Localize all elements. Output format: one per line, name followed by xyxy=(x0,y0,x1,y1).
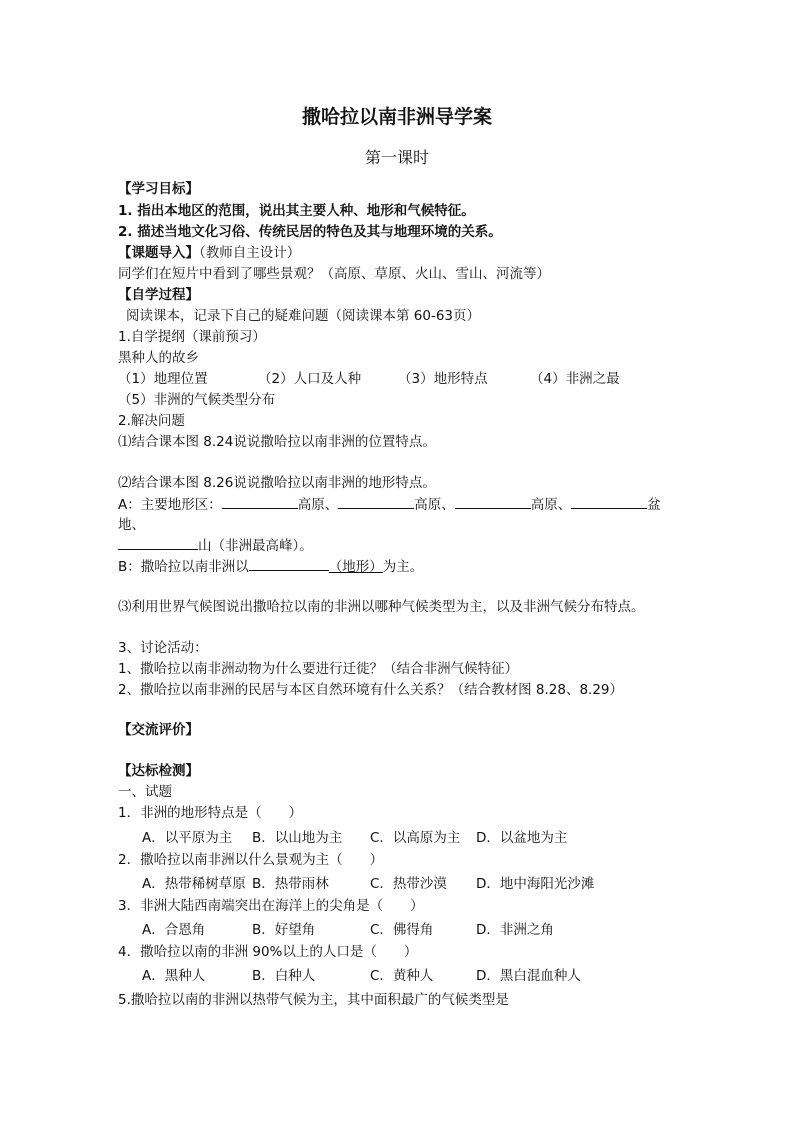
terrain-b-line xyxy=(118,556,423,577)
self-study-heading: 【自学过程】 xyxy=(118,287,199,303)
terrain-a-prefix: A：主要地形区： xyxy=(118,497,222,513)
option[interactable]: D．黑白混血种人 xyxy=(476,968,581,984)
fill-blank[interactable] xyxy=(455,494,531,509)
option[interactable]: A．合恩角 xyxy=(142,922,206,938)
goal-item: 2. 描述当地文化习俗、传统民居的特色及其与地理环境的关系。 xyxy=(118,224,502,240)
fill-blank[interactable] xyxy=(571,494,647,509)
test-options xyxy=(142,920,554,940)
terrain-a-line xyxy=(118,494,661,515)
mountain-line xyxy=(118,535,313,556)
fill-blank[interactable] xyxy=(338,494,414,509)
read-instruction: 阅读课本，记录下自己的疑难问题（阅读课本第 60-63页） xyxy=(126,308,481,324)
discussion-title: 3、讨论活动： xyxy=(118,640,208,656)
outline-topic: 黑种人的故乡 xyxy=(118,350,199,366)
option[interactable]: B．白种人 xyxy=(252,968,316,984)
option[interactable]: C．黄种人 xyxy=(370,968,434,984)
goals-heading: 【学习目标】 xyxy=(118,181,199,197)
option[interactable]: C．以高原为主 xyxy=(370,830,461,846)
test-question: 1．非洲的地形特点是（ ） xyxy=(118,805,303,821)
basin-label: 盆 xyxy=(647,497,661,513)
page-subtitle: 第一课时 xyxy=(364,148,429,167)
plateau-label: 高原、 xyxy=(297,497,339,513)
basin-continued: 地、 xyxy=(118,517,145,533)
outline-title: 1.自学提纲（课前预习） xyxy=(118,329,266,345)
terrain-b-suffix: 为主。 xyxy=(382,559,424,575)
terrain-b-fill: （地形） xyxy=(328,559,383,575)
mountain-label: 山（非洲最高峰）。 xyxy=(198,538,313,554)
test-question: 3．非洲大陆西南端突出在海洋上的尖角是（ ） xyxy=(118,898,424,914)
plateau-label: 高原、 xyxy=(530,497,572,513)
solve-title: 2.解决问题 xyxy=(118,413,185,429)
outline-item: （3）地形特点 xyxy=(398,371,488,387)
page-title: 撒哈拉以南非洲导学案 xyxy=(301,106,492,128)
discussion-question: 1、撒哈拉以南非洲动物为什么要进行迁徙？（结合非洲气候特征） xyxy=(118,661,519,677)
intro-note: （教师自主设计） xyxy=(199,245,301,261)
fill-blank[interactable] xyxy=(118,535,198,550)
intro-text: 同学们在短片中看到了哪些景观？（高原、草原、火山、雪山、河流等） xyxy=(118,266,550,282)
fill-blank[interactable] xyxy=(249,556,329,571)
test-question: 2．撒哈拉以南非洲以什么景观为主（ ） xyxy=(118,852,384,868)
question-position: ⑴结合课本图 8.24说说撒哈拉以南非洲的位置特点。 xyxy=(118,434,436,450)
option[interactable]: B．以山地为主 xyxy=(252,830,343,846)
outline-item: （4）非洲之最 xyxy=(530,371,620,387)
option[interactable]: C．热带沙漠 xyxy=(370,876,447,892)
option[interactable]: A．热带稀树草原 xyxy=(142,876,246,892)
question-climate: ⑶利用世界气候图说出撒哈拉以南的非洲以哪种气候类型为主，以及非洲气候分布特点。 xyxy=(118,599,645,615)
outline-items xyxy=(118,369,620,389)
test-question-5: 5.撒哈拉以南的非洲以热带气候为主，其中面积最广的气候类型是 xyxy=(118,992,509,1008)
option[interactable]: B．好望角 xyxy=(252,922,316,938)
test-options xyxy=(142,966,581,986)
test-section: 一、试题 xyxy=(118,784,172,800)
test-heading: 【达标检测】 xyxy=(118,763,199,779)
exchange-heading: 【交流评价】 xyxy=(118,722,199,738)
option[interactable]: C．佛得角 xyxy=(370,922,434,938)
test-options xyxy=(142,828,567,848)
option[interactable]: D．非洲之角 xyxy=(476,922,554,938)
question-terrain: ⑵结合课本图 8.26说说撒哈拉以南非洲的地形特点。 xyxy=(118,475,436,491)
test-options xyxy=(142,874,594,894)
intro-line xyxy=(118,243,300,263)
option[interactable]: D．以盆地为主 xyxy=(476,830,568,846)
outline-item5: （5）非洲的气候类型分布 xyxy=(118,392,276,408)
terrain-b-prefix: B：撒哈拉以南非洲以 xyxy=(118,559,249,575)
outline-item: （2）人口及人种 xyxy=(258,371,362,387)
discussion-question: 2、撒哈拉以南非洲的民居与本区自然环境有什么关系？（结合教材图 8.28、8.29） xyxy=(118,682,623,698)
fill-blank[interactable] xyxy=(222,494,298,509)
option[interactable]: B．热带雨林 xyxy=(252,876,329,892)
test-question: 4．撒哈拉以南的非洲 90%以上的人口是（ ） xyxy=(118,944,418,960)
option[interactable]: A．黑种人 xyxy=(142,968,206,984)
plateau-label: 高原、 xyxy=(414,497,455,513)
outline-item: （1）地理位置 xyxy=(118,371,208,387)
option[interactable]: A．以平原为主 xyxy=(142,830,233,846)
intro-heading: 【课题导入】 xyxy=(118,245,199,261)
option[interactable]: D．地中海阳光沙滩 xyxy=(476,876,595,892)
goal-item: 1. 指出本地区的范围，说出其主要人种、地形和气候特征。 xyxy=(118,203,475,219)
